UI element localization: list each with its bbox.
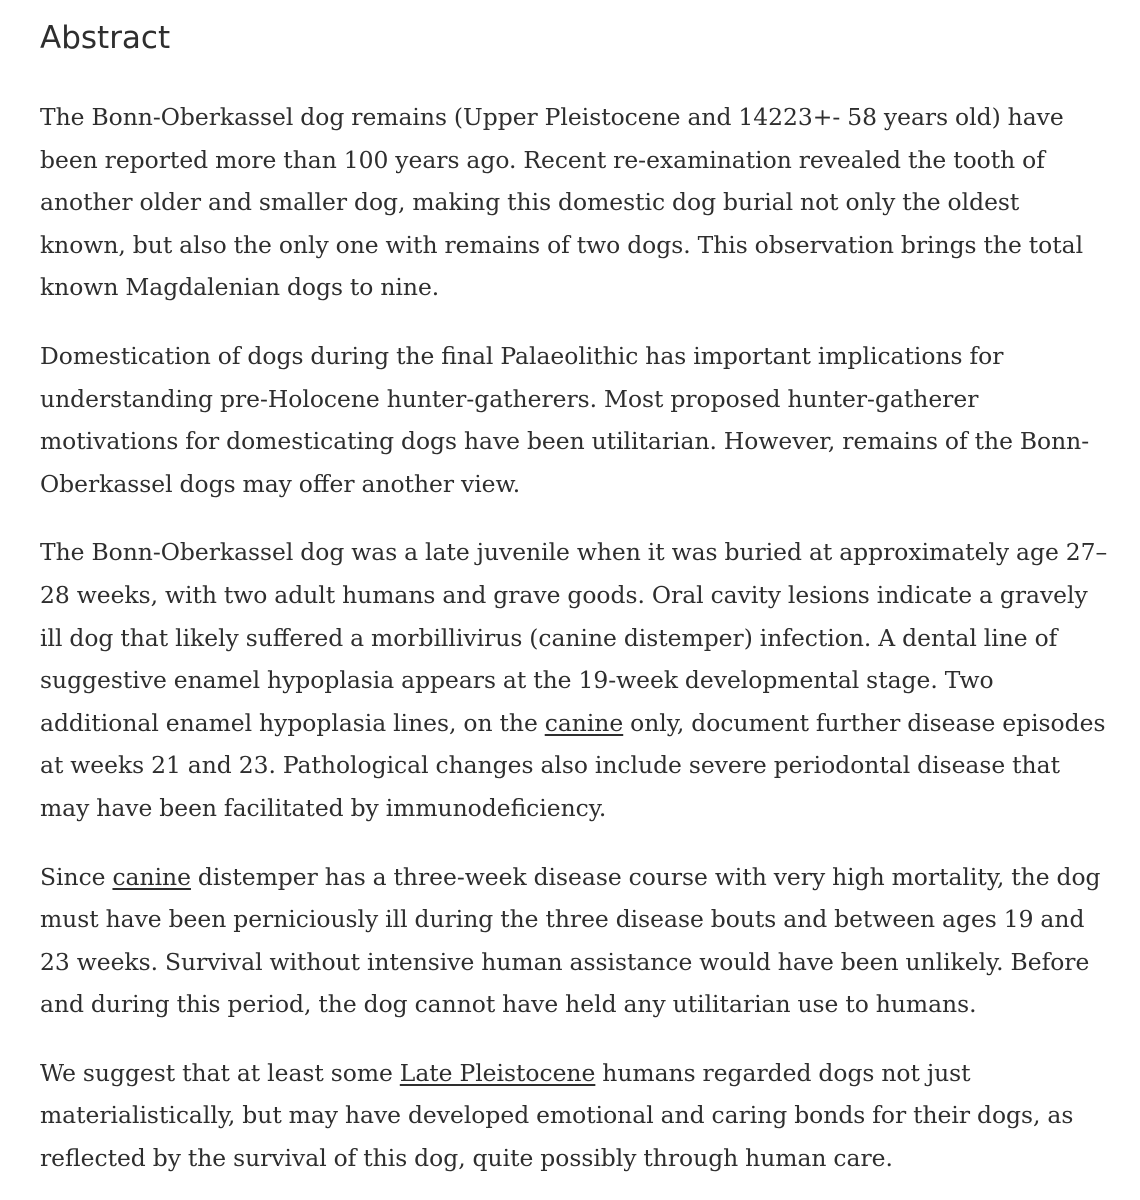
abstract-paragraph-5 [40, 1052, 1112, 1180]
late-pleistocene-link[interactable]: Late Pleistocene [399, 1058, 596, 1087]
abstract-paragraph-2: Domestication of dogs during the final Palaeolithic has important implications for understanding pre-Holocene hunter-gatherers. Most proposed hunter-gatherer motivations for domesticating dogs have been utilitarian. However, remains of the Bonn-Oberkassel dogs may offer another view. [40, 341, 1090, 498]
abstract-paragraph-4 [40, 856, 1112, 1026]
abstract-paragraph-3 [40, 531, 1112, 829]
canine-link[interactable]: canine [112, 862, 191, 891]
paragraph-text: We suggest that at least some [40, 1058, 400, 1087]
paragraph-text: only, document further disease episodes at weeks 21 and 23. Pathological changes also include severe periodontal disease that may have been facilitated by immunodeficiency. [40, 708, 1106, 822]
paragraph-text: The Bonn-Oberkassel dog was a late juvenile when it was buried at approximately age 27–28 weeks, with two adult humans and grave goods. Oral cavity lesions indicate a gravely ill dog that likely suffered a morbillivirus (canine distemper) infection. A dental line of suggestive enamel hypoplasia appears at the 19-week developmental stage. Two additional enamel hypoplasia lines, on the [40, 538, 1108, 737]
canine-link[interactable]: canine [544, 708, 624, 737]
paragraph-text: distemper has a three-week disease course with very high mortality, the dog must have been perniciously ill during the three disease bouts and between ages 19 and 23 weeks. Survival without intensive human assistance would have been unlikely. Before and during this period, the dog cannot have held any utilitarian use to humans. [40, 862, 1101, 1019]
section-heading: Abstract [40, 20, 171, 56]
paragraph-text: humans regarded dogs not just materialistically, but may have developed emotional and caring bonds for their dogs, as reflected by the survival of this dog, quite possibly through human care. [40, 1058, 1074, 1173]
abstract-paragraph-1: The Bonn-Oberkassel dog remains (Upper Pleistocene and 14223+- 58 years old) have been reported more than 100 years ago. Recent re-examination revealed the tooth of another older and smaller dog, making this domestic dog burial not only the oldest known, but also the only one with remains of two dogs. This observation brings the total known Magdalenian dogs to nine. [40, 103, 1084, 302]
paragraph-text: Since [40, 862, 113, 891]
